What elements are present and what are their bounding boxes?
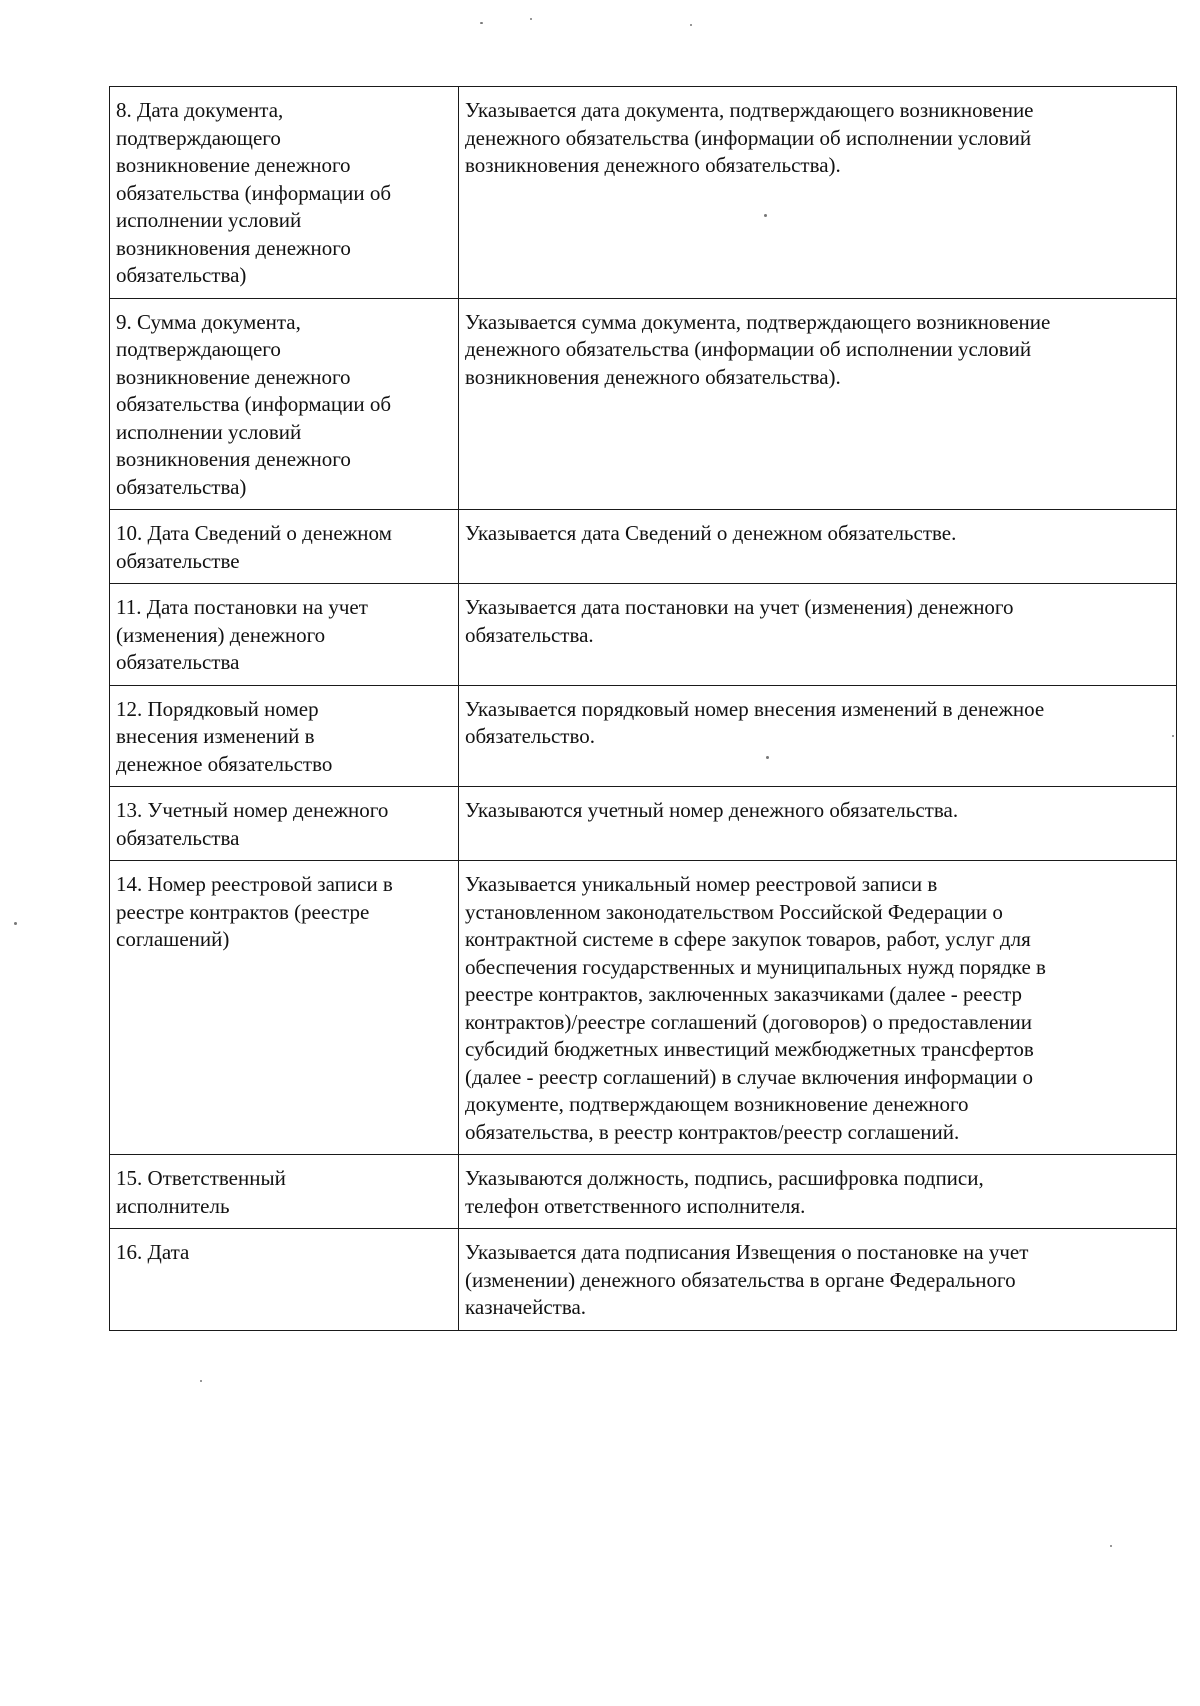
scan-speck [766,756,769,759]
field-name-cell: 15. Ответственный исполнитель [110,1155,459,1229]
field-description-cell: Указывается сумма документа, подтверждающего возникновение денежного обязательства (информации об исполнении условий возникновения денежного обязательства). [459,298,1177,510]
field-description-cell: Указывается дата постановки на учет (изменения) денежного обязательства. [459,584,1177,686]
scan-speck [480,22,483,24]
scan-speck [764,214,767,217]
table-row [110,584,1177,686]
field-description-cell: Указывается уникальный номер реестровой записи в установленном законодательством Российской Федерации о контрактной системе в сфере закупок товаров, работ, услуг для обеспечения государственных и муниципальных нужд порядке в реестре контрактов, заключенных заказчиками (далее - реестр контрактов)/реестре соглашений (договоров) о предоставлении субсидий бюджетных инвестиций межбюджетных трансфертов (далее - реестр соглашений) в случае включения информации о документе, подтверждающем возникновение денежного обязательства, в реестр контрактов/реестр соглашений. [459,861,1177,1155]
scan-speck [1172,735,1174,737]
table-row [110,685,1177,787]
field-name-cell: 8. Дата документа, подтверждающего возникновение денежного обязательства (информации об исполнении условий возникновения денежного обязательства) [110,87,459,299]
table-row [110,787,1177,861]
field-name-cell: 16. Дата [110,1229,459,1331]
field-description-cell: Указывается дата подписания Извещения о постановке на учет (изменении) денежного обязательства в органе Федерального казначейства. [459,1229,1177,1331]
field-name-cell: 11. Дата постановки на учет (изменения) денежного обязательства [110,584,459,686]
table-row [110,298,1177,510]
scan-speck [690,24,692,26]
field-name-cell: 12. Порядковый номер внесения изменений в денежное обязательство [110,685,459,787]
field-description-cell: Указывается порядковый номер внесения изменений в денежное обязательство. [459,685,1177,787]
scan-speck [14,922,17,925]
scan-speck [200,1380,202,1382]
field-description-cell: Указывается дата Сведений о денежном обязательстве. [459,510,1177,584]
table-row [110,861,1177,1155]
field-name-cell: 13. Учетный номер денежного обязательства [110,787,459,861]
table-row [110,87,1177,299]
scan-speck [1110,1545,1112,1547]
field-description-cell: Указываются должность, подпись, расшифровка подписи, телефон ответственного исполнителя. [459,1155,1177,1229]
field-name-cell: 14. Номер реестровой записи в реестре контрактов (реестре соглашений) [110,861,459,1155]
table-row [110,1229,1177,1331]
field-description-cell: Указывается дата документа, подтверждающего возникновение денежного обязательства (информации об исполнении условий возникновения денежного обязательства). [459,87,1177,299]
scan-speck [530,18,532,20]
field-name-cell: 10. Дата Сведений о денежном обязательстве [110,510,459,584]
table-row [110,510,1177,584]
table-row [110,1155,1177,1229]
requirements-table [109,86,1177,1331]
field-name-cell: 9. Сумма документа, подтверждающего возникновение денежного обязательства (информации об исполнении условий возникновения денежного обязательства) [110,298,459,510]
field-description-cell: Указываются учетный номер денежного обязательства. [459,787,1177,861]
